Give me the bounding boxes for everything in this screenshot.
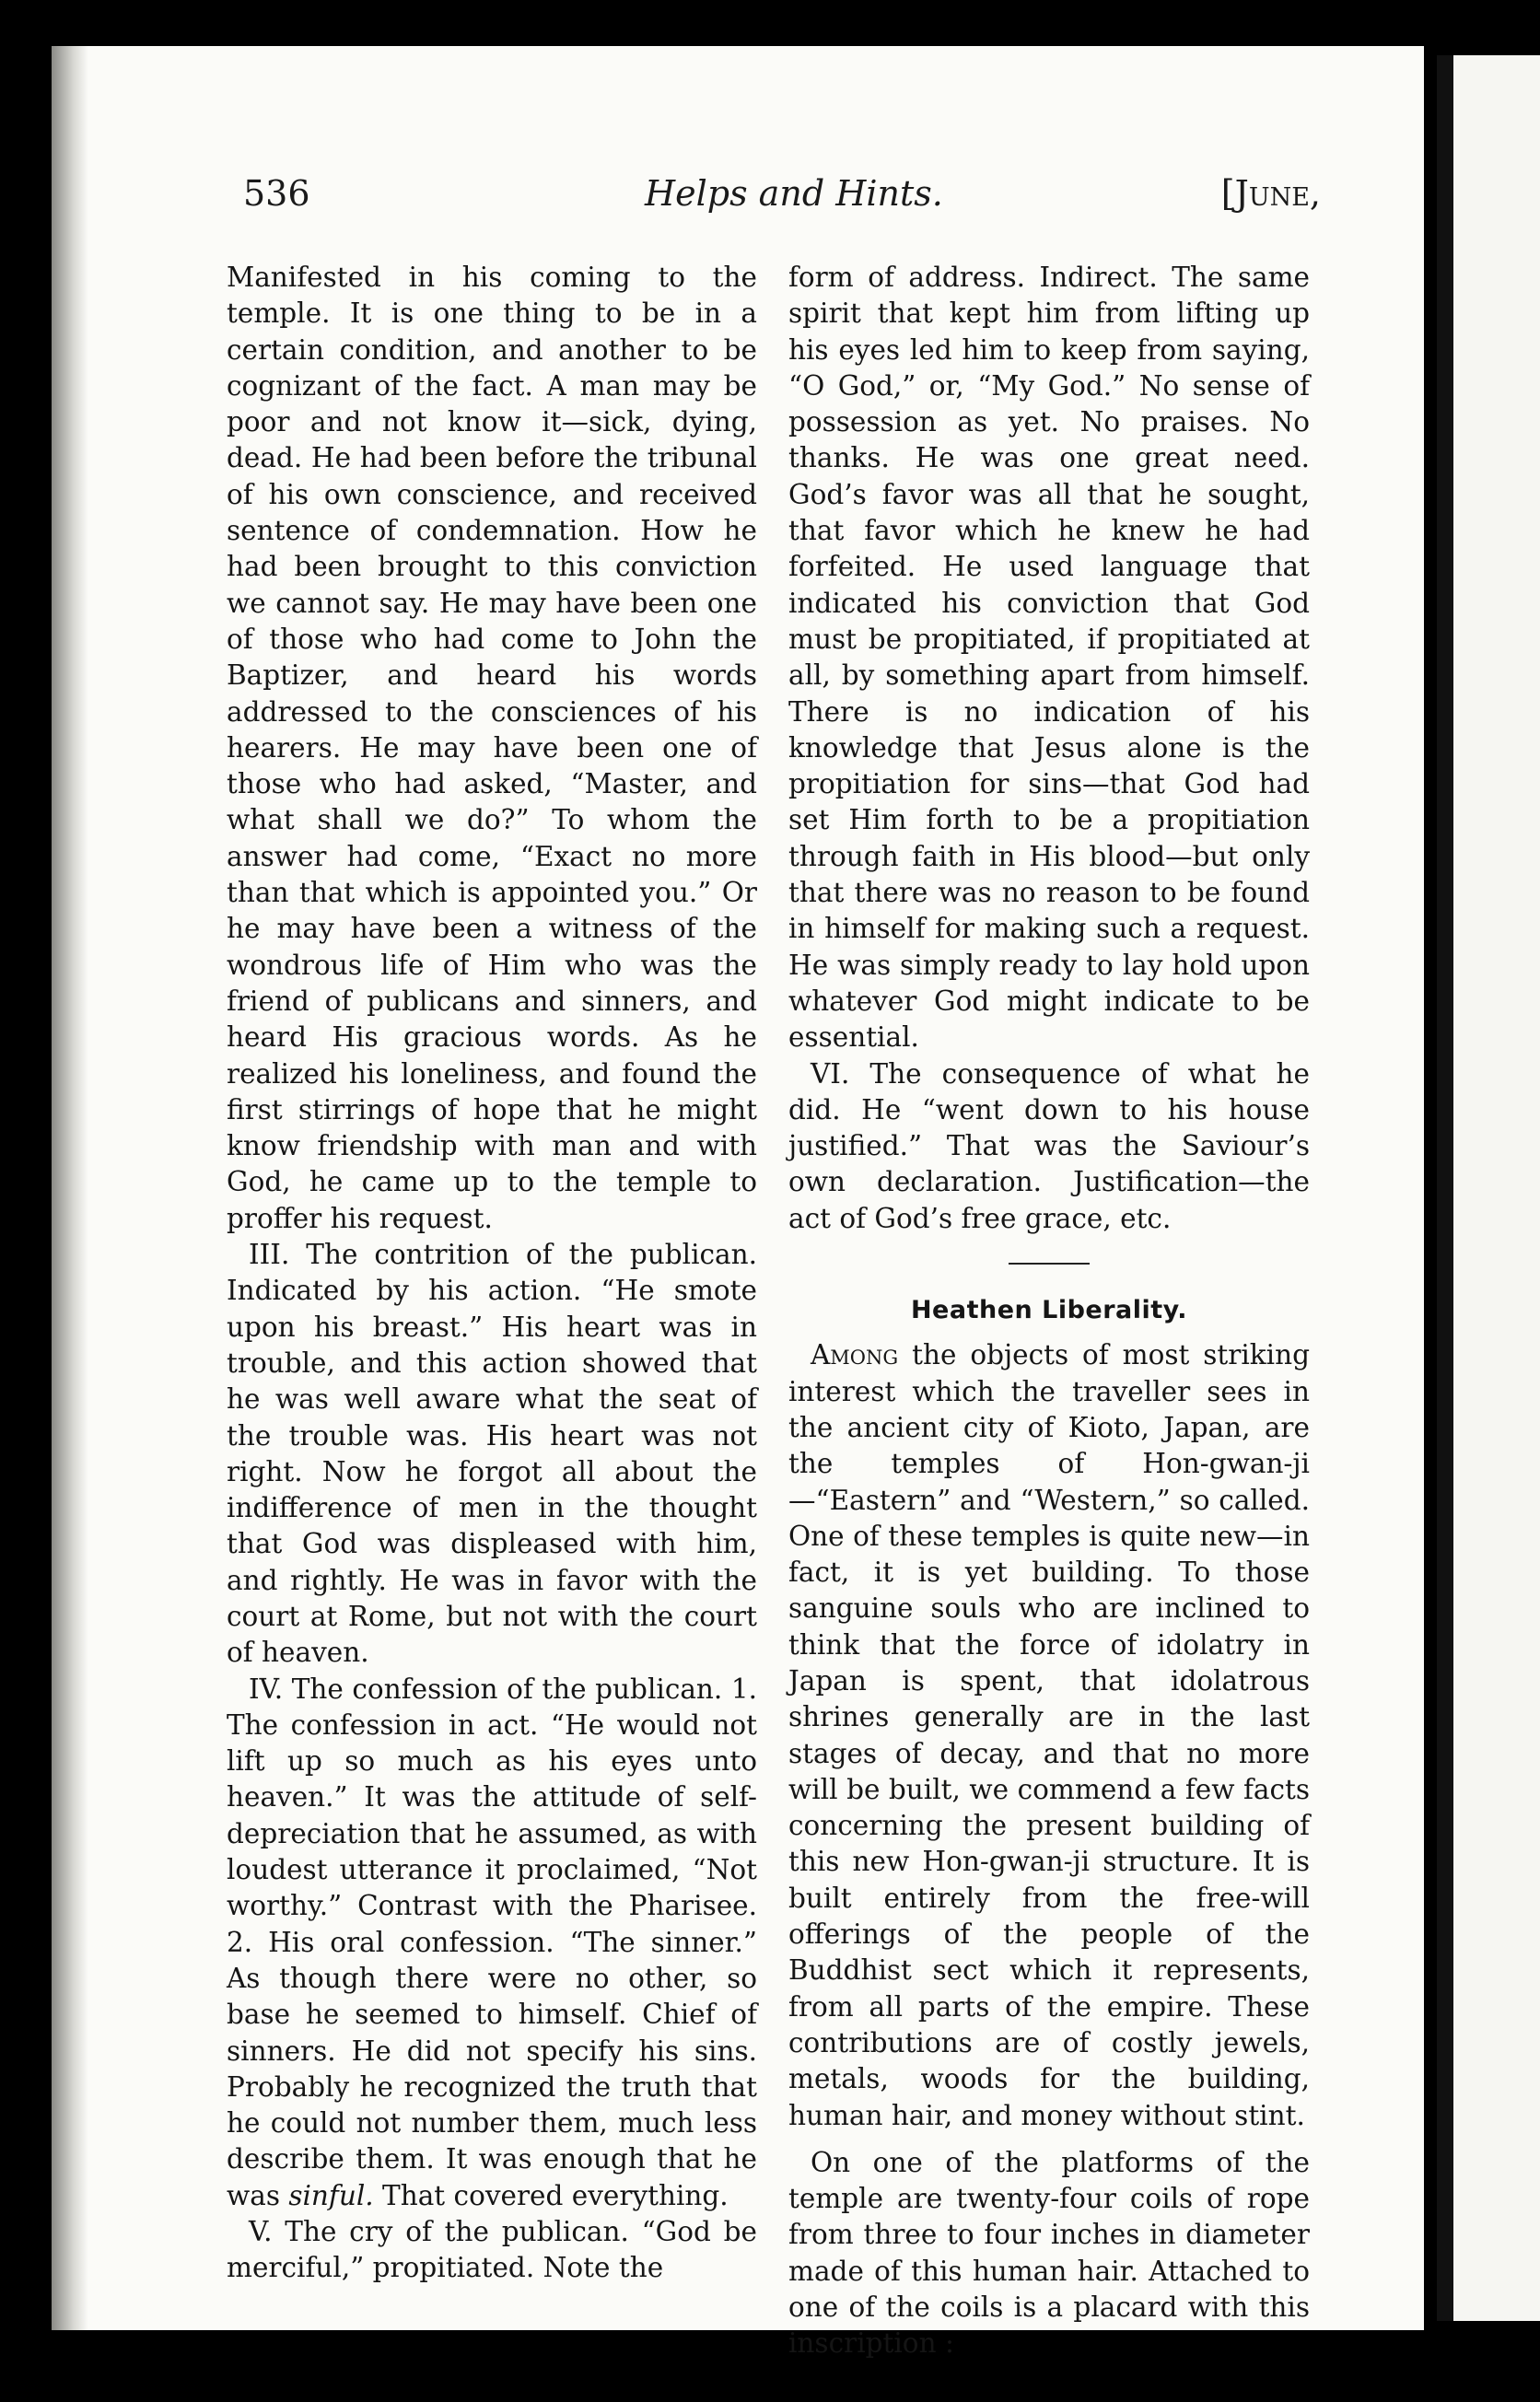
page-number: 536 [243,173,310,214]
paragraph: On one of the platforms of the temple are twenty-four coils of rope from three to four inches in diameter made of this human hair. Attached to one of the coils is a placard with this inscription : [788,2146,1310,2360]
running-header [243,173,1330,228]
running-title: Helps and Hints. [645,173,943,214]
paragraph [227,1672,757,2214]
italic-text: sinful. [288,2179,374,2211]
paragraph: form of address. Indirect. The same spirit that kept him from lifting up his eyes led him to keep from saying, “O God,” or, “My God.” No sense of possession as yet. No praises. No thanks. He was one great need. God’s favor was all that he sought, that favor which he knew he had forfeited. He used language that indicated his conviction that God must be propitiated, if propitiated at all, by something apart from himself. There is no indication of his knowledge that Jesus alone is the propitiation for sins—that God had set Him forth to be a propitiation through faith in His blood—but only that there was no reason to be found in himself for making such a request. He was simply ready to lay hold upon whatever God might indicate to be essential. [788,262,1310,1054]
section-divider [1009,1263,1090,1265]
paragraph [788,1337,1310,2134]
text-run: That covered everything. [373,2179,729,2211]
paragraph: Manifested in his coming to the temple. It is one thing to be in a certain condition, and another to be cognizant of the fact. A man may be poor and not know it—sick, dying, dead. He had been before the tribunal of his own conscience, and received sentence of condemnation. How he had been brought to this conviction we cannot say. He may have been one of those who had come to John the Baptizer, and heard his words addressed to the consciences of his hearers. He may have been one of those who had asked, “Master, and what shall we do?” To whom the answer had come, “Exact no more than that which is appointed you.” Or he may have been a witness of the wondrous life of Him who was the friend of publicans and sinners, and heard His gracious words. As he realized his loneliness, and found the first stirrings of hope that he might know friendship with man and with God, he came up to the temple to proffer his request. [227,262,757,1234]
lead-word: Among [811,1339,899,1371]
left-column [227,260,757,2287]
facing-page-edge [1437,55,1540,2321]
text-run: the objects of most striking interest which the traveller sees in the ancient city of Kioto, Japan, are the temples of Hon-gwan-ji—“Eastern” and “Western,” so called. One of these temples is quite new—in fact, it is yet building. To those sanguine souls who are inclined to think that the force of idolatry in Japan is spent, that idolatrous shrines generally are in the last stages of decay, and that no more will be built, we commend a few facts concerning the present building of this new Hon-gwan-ji structure. It is built entirely from the free-will offerings of the people of the Buddhist sect which it represents, from all parts of the empire. These contributions are of costly jewels, metals, woods for the building, human hair, and money without stint. [788,1339,1310,2131]
paragraph: III. The contrition of the publican. Indicated by his action. “He smote upon his breast.” His heart was in trouble, and this action showed that he was well aware what the seat of the trouble was. His heart was not right. Now he forgot all about the indifference of men in the thought that God was displeased with him, and rightly. He was in favor with the court at Rome, but not with the court of heaven. [227,1239,757,1669]
paragraph: V. The cry of the publican. “God be merciful,” propitiated. Note the [227,2216,757,2284]
text-run: IV. The confession of the publican. 1. The confession in act. “He would not lift up so much as his eyes unto heaven.” It was the attitude of self-depreciation that he assumed, as with loudest utterance it proclaimed, “Not worthy.” Contrast with the Pharisee. 2. His oral confession. “The sinner.” As though there were no other, so base he seemed to himself. Chief of sinners. He did not specify his sins. Probably he recognized the truth that he could not number them, much less describe them. It was enough that he was [227,1673,757,2211]
section-heading: Heathen Liberality. [910,1296,1188,1325]
header-month: [June, [1220,173,1321,214]
paragraph: VI. The consequence of what he did. He “went down to his house justified.” That was the Saviour’s own declaration. Justification—the act of God’s free grace, etc. [788,1057,1310,1234]
right-column [788,260,1310,2362]
page-gutter [52,46,88,2330]
